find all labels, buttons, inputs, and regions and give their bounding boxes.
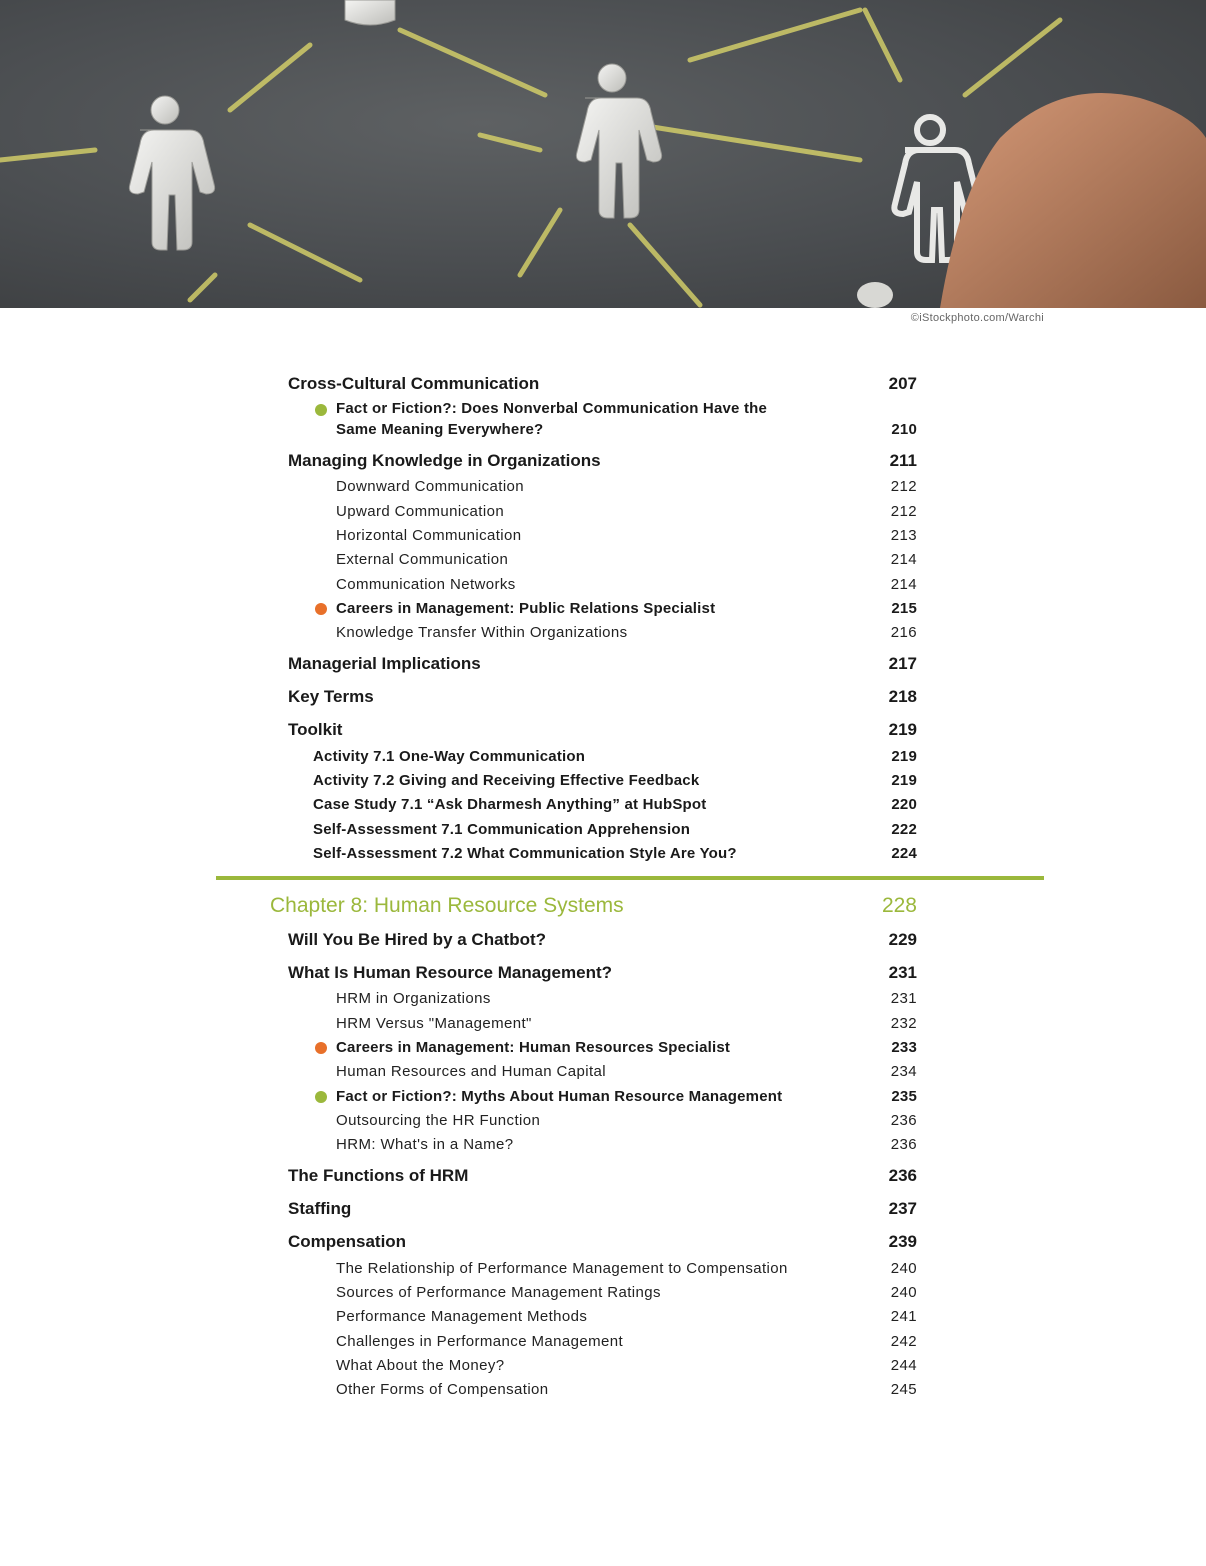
toc-entry-title: Activity 7.1 One-Way Communication bbox=[313, 748, 586, 765]
toc-entry-page: 234 bbox=[890, 1063, 917, 1080]
toc-entry-page: 220 bbox=[891, 796, 917, 813]
toc-entry-title: Key Terms bbox=[288, 687, 374, 706]
toc-entry-title: Case Study 7.1 “Ask Dharmesh Anything” at HubSpot bbox=[313, 796, 707, 813]
toc-entry-page: 212 bbox=[890, 478, 917, 495]
toc-entry-title: Compensation bbox=[288, 1232, 407, 1251]
toc-entry-page: 207 bbox=[888, 374, 917, 393]
header-photo bbox=[0, 0, 1206, 308]
toc-entry-page: 211 bbox=[889, 451, 917, 470]
toc-entry-page: 236 bbox=[890, 1136, 917, 1153]
toc-entry-page: 244 bbox=[890, 1357, 917, 1374]
toc-entry-title: Fact or Fiction?: Does Nonverbal Communication Have the bbox=[336, 400, 768, 417]
toc-entry-title: Sources of Performance Management Ratings bbox=[336, 1284, 661, 1301]
toc-entry-page: 245 bbox=[890, 1381, 917, 1398]
toc-entry-page: 231 bbox=[890, 990, 917, 1007]
toc-entry-title: Human Resources and Human Capital bbox=[336, 1063, 606, 1080]
toc-entry-title: The Functions of HRM bbox=[288, 1166, 469, 1185]
toc-entry-page: 240 bbox=[890, 1284, 917, 1301]
toc-entry-page: 219 bbox=[888, 720, 917, 739]
toc-entry-title: Other Forms of Compensation bbox=[336, 1381, 549, 1398]
toc-entry-title: What About the Money? bbox=[336, 1357, 505, 1374]
toc-entry-page: 241 bbox=[890, 1308, 917, 1325]
toc-entry-page: 232 bbox=[890, 1015, 917, 1032]
toc-entry-page: 219 bbox=[891, 748, 917, 765]
toc-entry-page: 213 bbox=[890, 527, 917, 544]
toc-entry-page: 218 bbox=[888, 687, 917, 706]
photo-credit: ©iStockphoto.com/Warchi bbox=[910, 312, 1044, 324]
chapter-page: 228 bbox=[881, 894, 917, 917]
toc-entry-page: 210 bbox=[891, 421, 917, 438]
toc-entry-page: 233 bbox=[891, 1039, 917, 1056]
toc-entry-page: 239 bbox=[888, 1232, 917, 1251]
chalkboard-people-network-image bbox=[0, 0, 1206, 308]
toc-entry-title: External Communication bbox=[336, 551, 509, 568]
toc-entry-title: HRM: What's in a Name? bbox=[336, 1136, 514, 1153]
toc-entry-title: What Is Human Resource Management? bbox=[288, 963, 613, 982]
toc-entry-page: 222 bbox=[891, 821, 917, 838]
toc-entry-title: Challenges in Performance Management bbox=[336, 1333, 624, 1350]
toc-entry-title: HRM Versus "Management" bbox=[336, 1015, 532, 1032]
toc-entry-page: 217 bbox=[888, 654, 917, 673]
toc-entry-title: Managing Knowledge in Organizations bbox=[288, 451, 601, 470]
toc-entry-title: Managerial Implications bbox=[288, 654, 481, 673]
toc-entry-title: Careers in Management: Public Relations Specialist bbox=[336, 600, 716, 617]
chapter-title: Chapter 8: Human Resource Systems bbox=[270, 894, 624, 917]
toc-entry-page: 231 bbox=[888, 963, 917, 982]
toc-entry-title: Careers in Management: Human Resources Specialist bbox=[336, 1039, 731, 1056]
toc-entry-page: 219 bbox=[891, 772, 917, 789]
toc-entry-title: Cross-Cultural Communication bbox=[288, 374, 540, 393]
toc-entry-page: 212 bbox=[890, 503, 917, 520]
toc-entry-page: 240 bbox=[890, 1260, 917, 1277]
toc-entry-page: 242 bbox=[890, 1333, 917, 1350]
toc-entry-title: Fact or Fiction?: Myths About Human Resource Management bbox=[336, 1088, 783, 1105]
toc-entry-title: The Relationship of Performance Management to Compensation bbox=[336, 1260, 788, 1277]
toc-entry-title: Performance Management Methods bbox=[336, 1308, 588, 1325]
toc-entry-title: Will You Be Hired by a Chatbot? bbox=[288, 930, 547, 949]
toc-entry-title: Downward Communication bbox=[336, 478, 525, 495]
toc-entry-title: Upward Communication bbox=[336, 503, 505, 520]
chapter-divider bbox=[216, 876, 1044, 880]
toc-entry-page: 215 bbox=[891, 600, 917, 617]
toc-entry-page: 237 bbox=[888, 1199, 917, 1218]
toc-entry-title: HRM in Organizations bbox=[336, 990, 491, 1007]
toc-entry-page: 229 bbox=[888, 930, 917, 949]
toc-entry-title: Horizontal Communication bbox=[336, 527, 522, 544]
toc-entry-title: Self-Assessment 7.2 What Communication Style Are You? bbox=[313, 845, 737, 862]
green-bullet-icon bbox=[315, 404, 327, 416]
orange-bullet-icon bbox=[315, 1042, 327, 1054]
toc-entry-page: 235 bbox=[891, 1088, 917, 1105]
toc-entry-title: Staffing bbox=[288, 1199, 352, 1218]
toc-entry-page: 214 bbox=[890, 576, 917, 593]
toc-entry-page: 214 bbox=[890, 551, 917, 568]
toc-entry-page: 224 bbox=[891, 845, 917, 862]
toc-entry-title: Activity 7.2 Giving and Receiving Effective Feedback bbox=[313, 772, 700, 789]
toc-entry-page: 216 bbox=[890, 624, 917, 641]
orange-bullet-icon bbox=[315, 603, 327, 615]
toc-entry-title: Knowledge Transfer Within Organizations bbox=[336, 624, 628, 641]
toc-entry-title-line2: Same Meaning Everywhere? bbox=[336, 421, 544, 438]
green-bullet-icon bbox=[315, 1091, 327, 1103]
toc-entry-title: Toolkit bbox=[288, 720, 343, 739]
toc-entry-page: 236 bbox=[890, 1112, 917, 1129]
toc-entry-title: Communication Networks bbox=[336, 576, 516, 593]
toc-entry-title: Outsourcing the HR Function bbox=[336, 1112, 541, 1129]
toc-entry-page: 236 bbox=[888, 1166, 917, 1185]
toc-entry-title: Self-Assessment 7.1 Communication Apprehension bbox=[313, 821, 691, 838]
